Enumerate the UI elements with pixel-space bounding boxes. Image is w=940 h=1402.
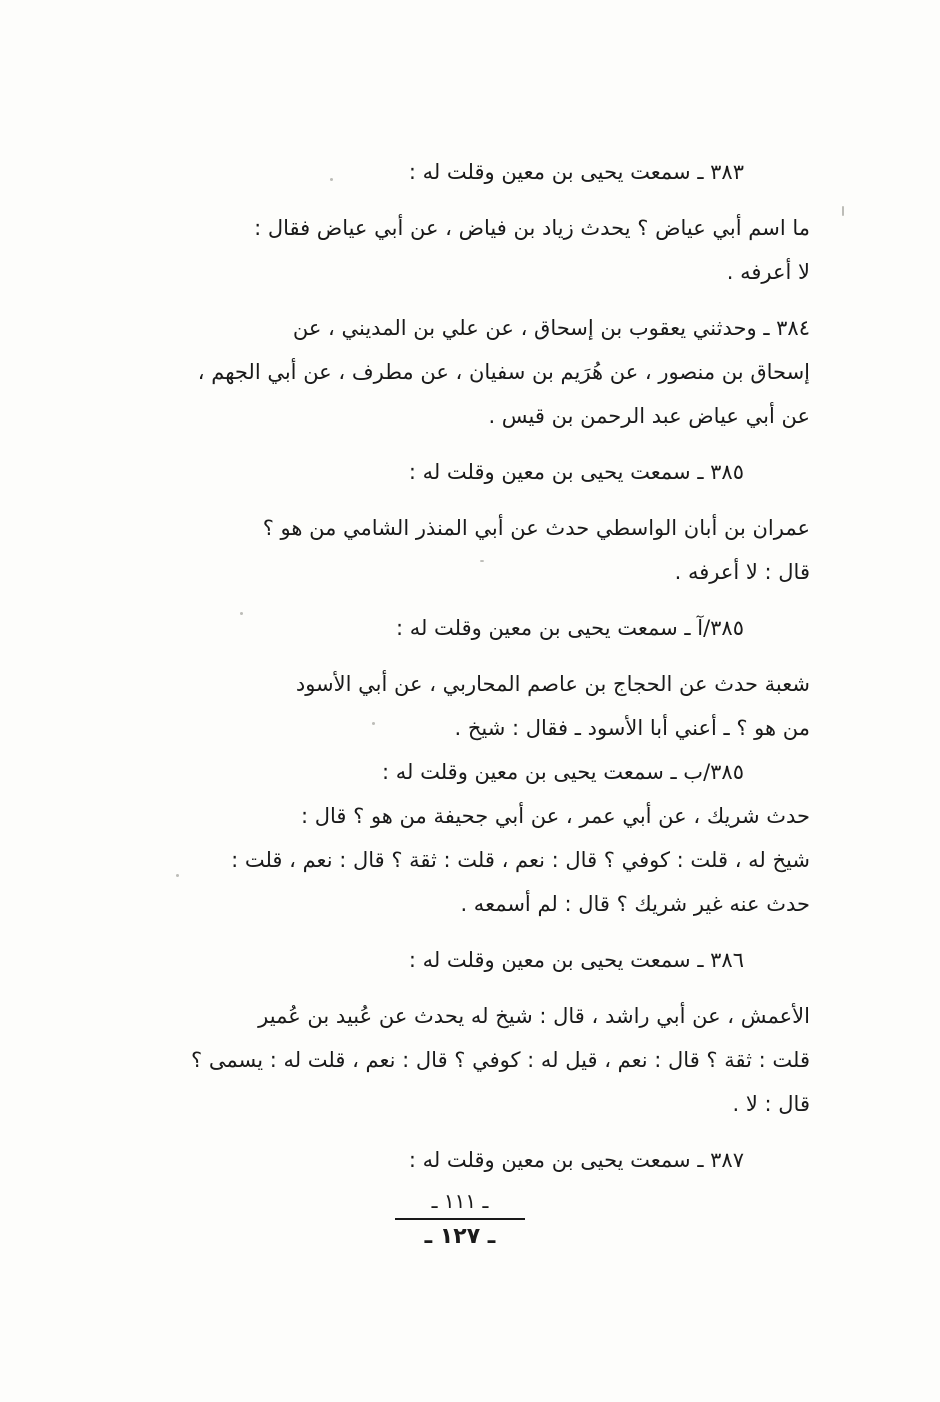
page-body	[150, 150, 810, 1182]
scan-speck	[372, 722, 375, 725]
entry-text-line: حدث شريك ، عن أبي عمر ، عن أبي جحيفة من هو ؟ قال :	[301, 804, 810, 828]
entry-text-line: قال : لا أعرفه .	[674, 560, 810, 584]
entry-heading: ٣٨٥/ب ـ سمعت يحيى بن معين وقلت له :	[382, 760, 744, 784]
entry-text-line: ما اسم أبي عياض ؟ يحدث زياد بن فياض ، عن أبي عياض فقال :	[254, 216, 810, 240]
entry-text-line: من هو ؟ ـ أعني أبا الأسود ـ فقال : شيخ .	[454, 716, 810, 740]
entry-text-line: قلت : ثقة ؟ قال : نعم ، قيل له : كوفي ؟ قال : نعم ، قلت له : يسمى ؟	[191, 1048, 810, 1072]
entry-text-line: شعبة حدث عن الحجاج بن عاصم المحاربي ، عن أبي الأسود	[295, 672, 810, 696]
entry-heading: ٣٨٣ ـ سمعت يحيى بن معين وقلت له :	[408, 160, 744, 184]
entry-text-line: قال : لا .	[732, 1092, 810, 1116]
inner-page-number: ـ ١١١ ـ	[431, 1189, 489, 1213]
entry-text-line: إسحاق بن منصور ، عن هُرَيم بن سفيان ، عن مطرف ، عن أبي الجهم ،	[197, 360, 810, 384]
entry-heading: ٣٨٥ ـ سمعت يحيى بن معين وقلت له :	[408, 460, 744, 484]
entry-text-line: حدث عنه غير شريك ؟ قال : لم أسمعه .	[460, 892, 810, 916]
scan-speck	[176, 874, 179, 877]
entry-heading: ٣٨٦ ـ سمعت يحيى بن معين وقلت له :	[408, 948, 744, 972]
entry-text-line: عمران بن أبان الواسطي حدث عن أبي المنذر الشامي من هو ؟	[262, 516, 810, 540]
page-number-footer	[390, 1186, 530, 1252]
outer-page-number: ـ ١٢٧ ـ	[424, 1224, 496, 1249]
scan-speck	[480, 560, 484, 562]
entry-text-line: شيخ له ، قلت : كوفي ؟ قال : نعم ، قلت : ثقة ؟ قال : نعم ، قلت :	[231, 848, 810, 872]
entry-text-line: لا أعرفه .	[726, 260, 810, 284]
entry-text-line: الأعمش ، عن أبي راشد ، قال : شيخ له يحدث عن عُبيد بن عُمير	[258, 1004, 810, 1028]
entry-text-line: عن أبي عياض عبد الرحمن بن قيس .	[488, 404, 810, 428]
entry-heading: ٣٨٧ ـ سمعت يحيى بن معين وقلت له :	[408, 1148, 744, 1172]
page-number-divider	[395, 1218, 525, 1220]
entry-heading: ٣٨٥/آ ـ سمعت يحيى بن معين وقلت له :	[395, 616, 744, 640]
entry-text-line: ٣٨٤ ـ وحدثني يعقوب بن إسحاق ، عن علي بن المديني ، عن	[292, 316, 810, 340]
scan-speck	[330, 178, 333, 181]
scan-speck	[842, 206, 844, 216]
scan-speck	[240, 612, 243, 615]
